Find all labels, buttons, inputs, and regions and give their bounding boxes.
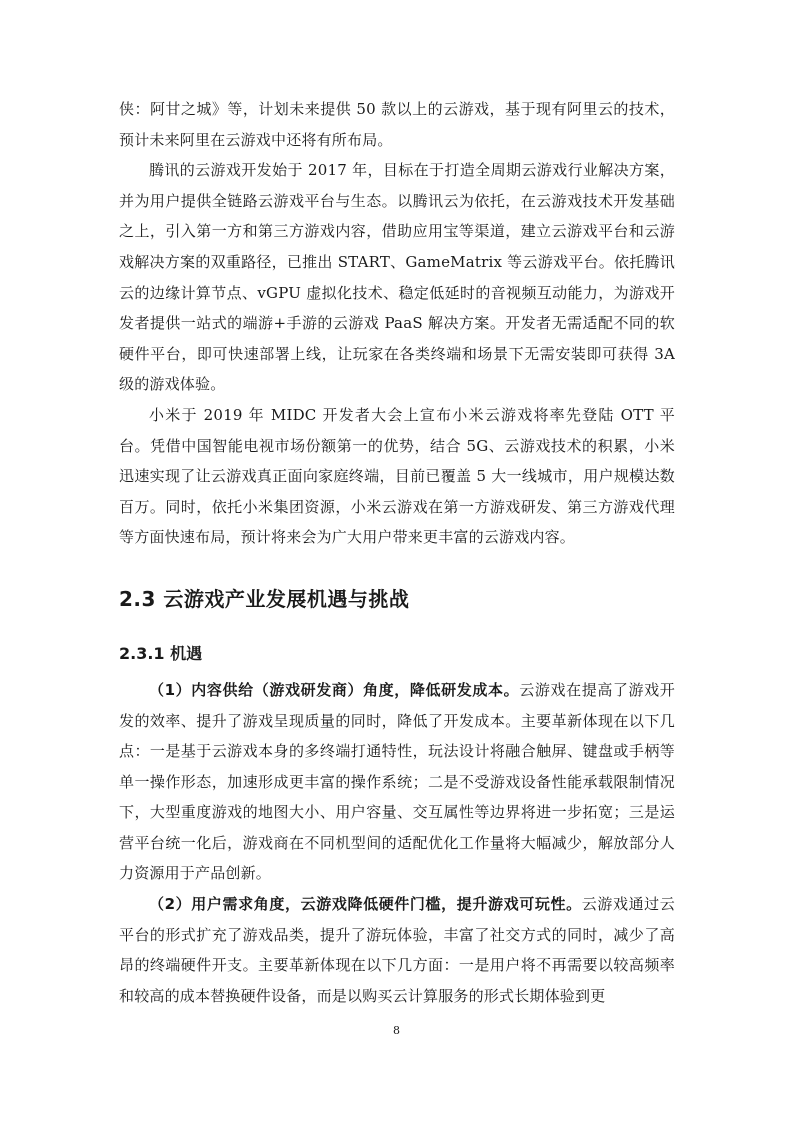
- document-body: [119, 94, 675, 1011]
- point-1-text: 云游戏在提高了游戏开发的效率、提升了游戏呈现质量的同时，降低了开发成本。主要革新体现在以下几点：一是基于云游戏本身的多终端打通特性，玩法设计将融合触屏、键盘或手柄等单一操作形态，加速形成更丰富的操作系统；二是不受游戏设备性能承载限制情况下，大型重度游戏的地图大小、用户容量、交互属性等边界将进一步拓宽；三是运营平台统一化后，游戏商在不同机型间的适配优化工作量将大幅减少，解放部分人力资源用于产品创新。: [119, 680, 675, 883]
- paragraph-tencent: 腾讯的云游戏开发始于 2017 年，目标在于打造全周期云游戏行业解决方案，并为用户提供全链路云游戏平台与生态。以腾讯云为依托，在云游戏技术开发基础之上，引入第一方和第三方游戏内容，借助应用宝等渠道，建立云游戏平台和云游戏解决方案的双重路径，已推出 START、GameMatrix 等云游戏平台。依托腾讯云的边缘计算节点、vGPU 虚拟化技术、稳定低延时的音视频互动能力，为游戏开发者提供一站式的端游+手游的云游戏 PaaS 解决方案。开发者无需适配不同的软硬件平台，即可快速部署上线，让玩家在各类终端和场景下无需安装即可获得 3A 级的游戏体验。: [119, 161, 675, 394]
- section-heading: 2.3 云游戏产业发展机遇与挑战: [119, 586, 410, 611]
- paragraph-alibaba-cont: 侠：阿甘之城》等，计划未来提供 50 款以上的云游戏，基于现有阿里云的技术，预计未来阿里在云游戏中还将有所布局。: [119, 100, 675, 149]
- paragraph-content-supply: [119, 675, 675, 889]
- subsection-heading: 2.3.1 机遇: [119, 643, 203, 663]
- point-2-text: 云游戏通过云平台的形式扩充了游戏品类，提升了游玩体验，丰富了社交方式的同时，减少了高昂的终端硬件开支。主要革新体现在以下几方面：一是用户将不再需要以较高频率和较高的成本替换硬件设备，而是以购买云计算服务的形式长期体验到更: [119, 895, 676, 1005]
- point-2-heading: （2）用户需求角度，云游戏降低硬件门槛，提升游戏可玩性。: [149, 895, 582, 914]
- paragraph-user-demand: [119, 889, 675, 1011]
- page-number: 8: [393, 1024, 400, 1037]
- paragraph-xiaomi: 小米于 2019 年 MIDC 开发者大会上宣布小米云游戏将率先登陆 OTT 平台。凭借中国智能电视市场份额第一的优势，结合 5G、云游戏技术的积累，小米迅速实现了让云游戏真正面向家庭终端，目前已覆盖 5 大一线城市，用户规模达数百万。同时，依托小米集团资源，小米云游戏在第一方游戏研发、第三方游戏代理等方面快速布局，预计将来会为广大用户带来更丰富的云游戏内容。: [119, 405, 675, 547]
- point-1-heading: （1）内容供给（游戏研发商）角度，降低研发成本。: [149, 680, 520, 699]
